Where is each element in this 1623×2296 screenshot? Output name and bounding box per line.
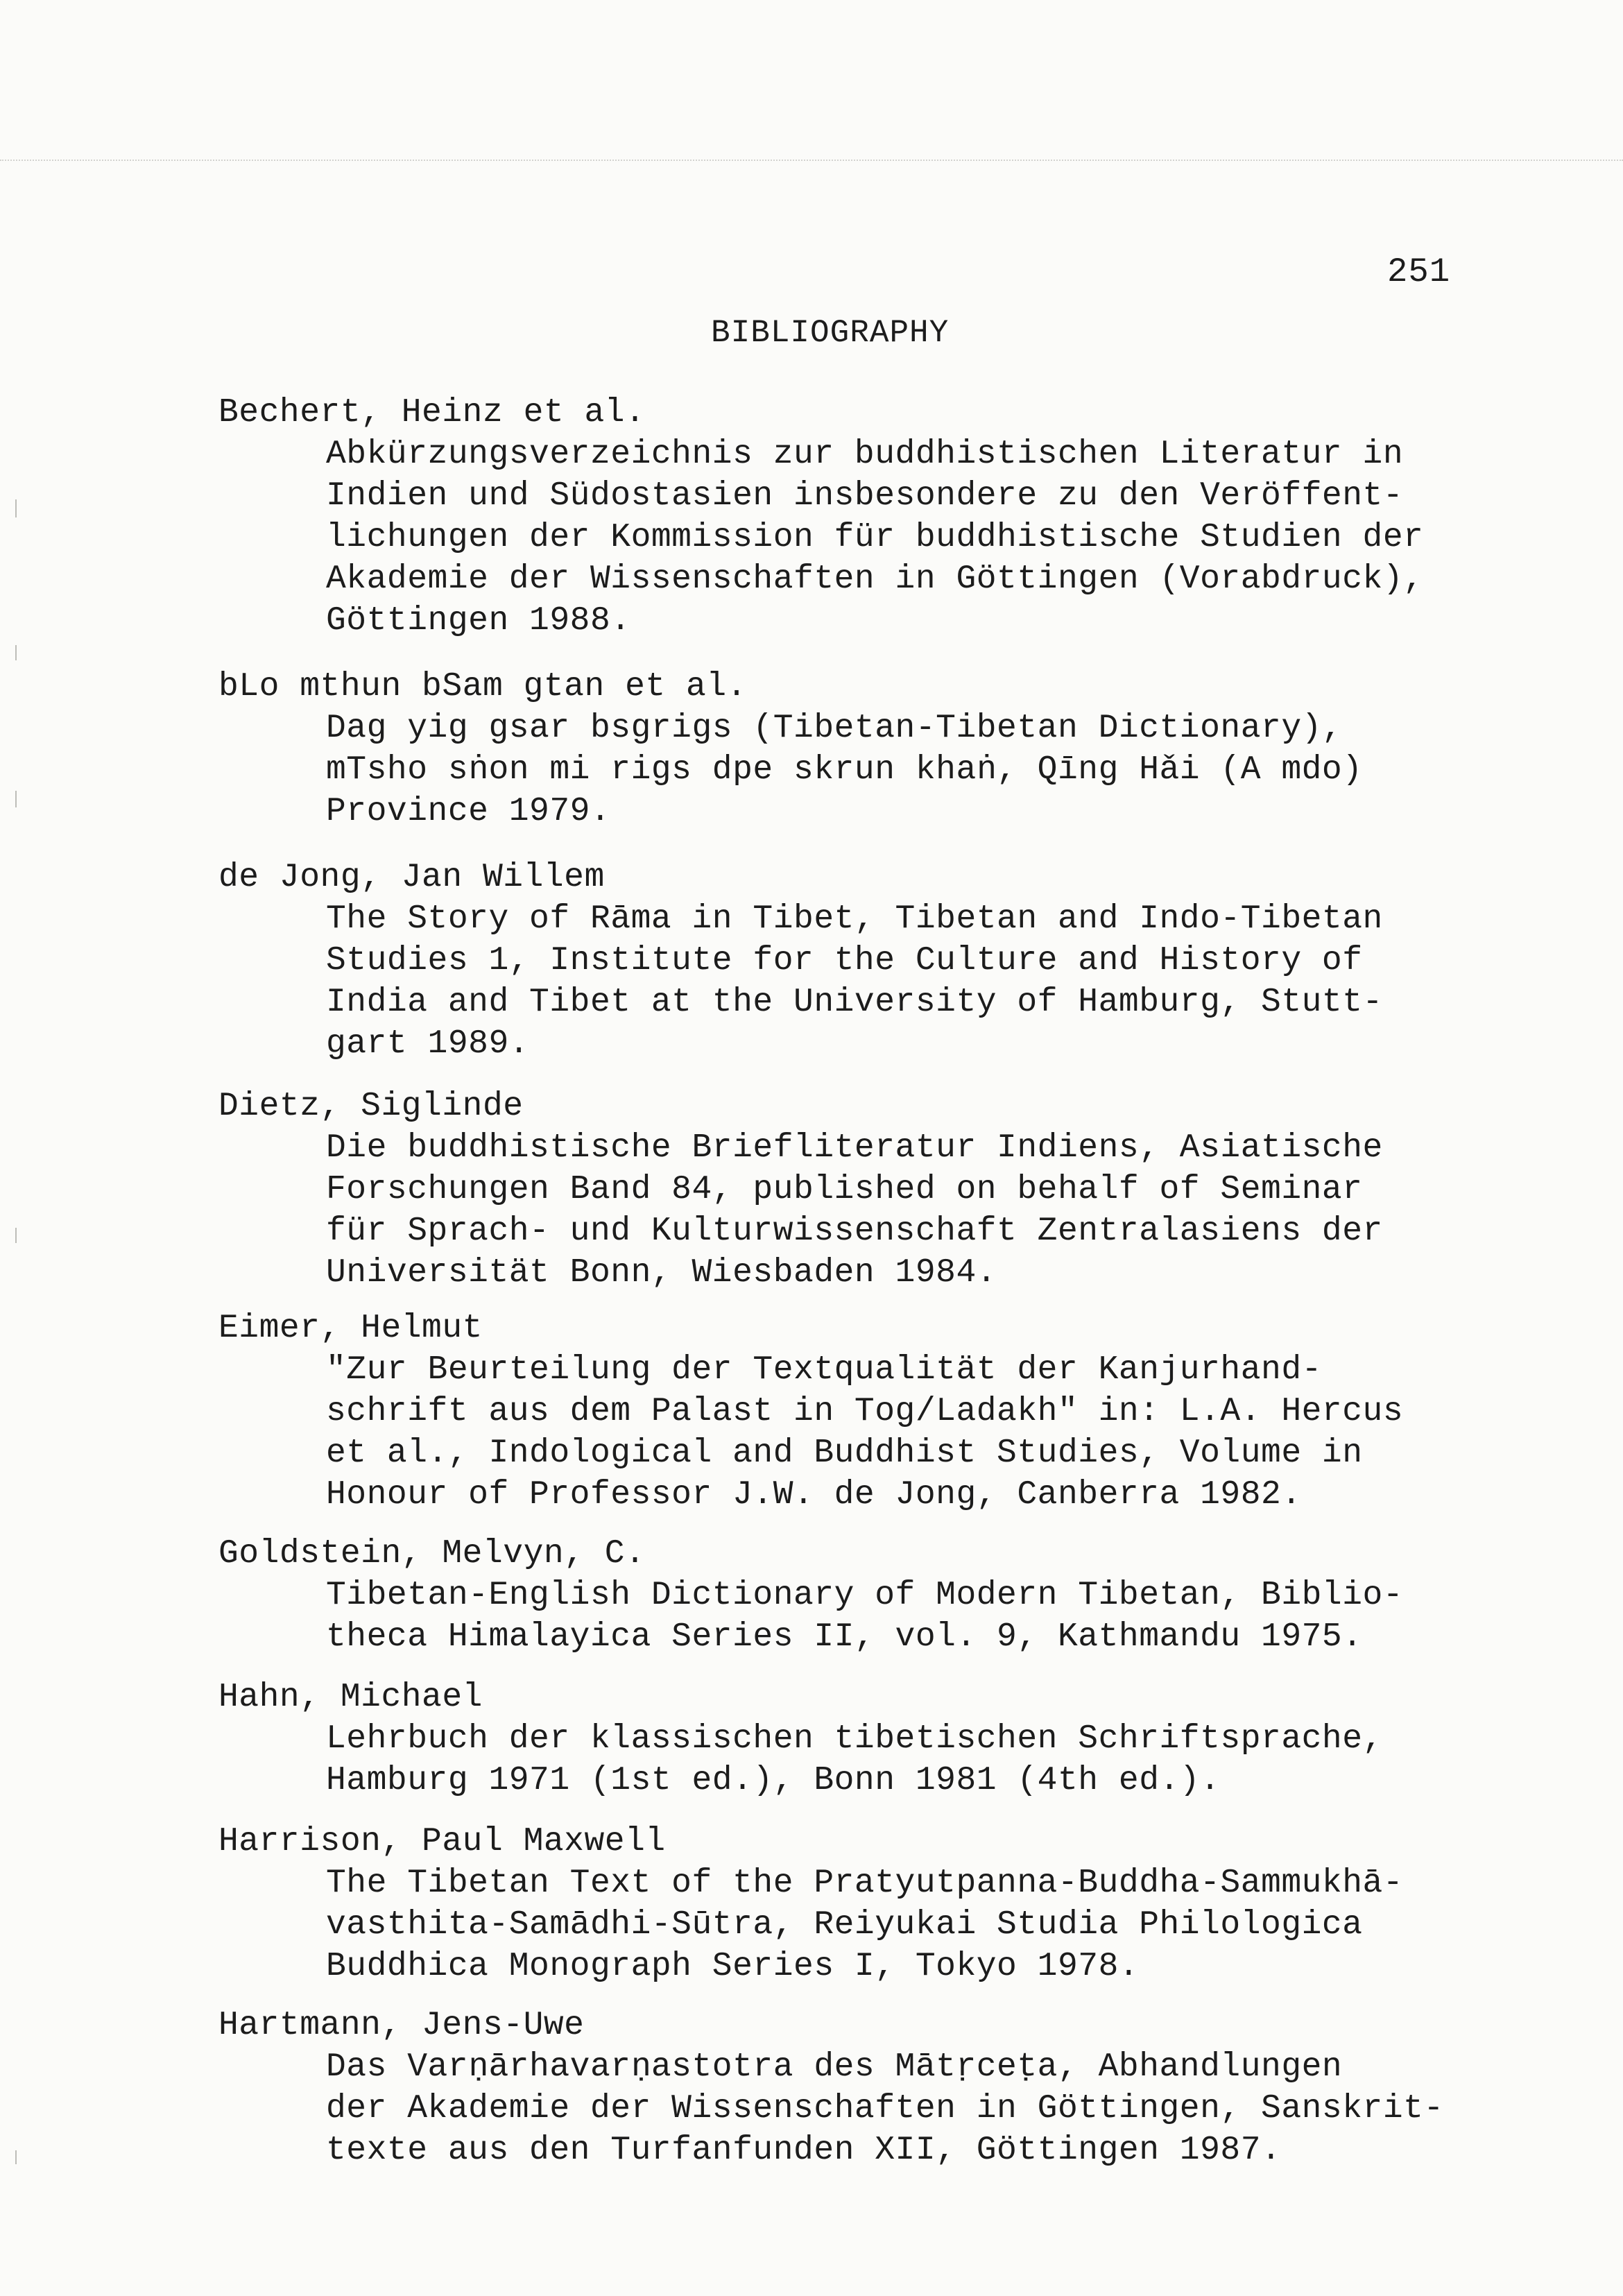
page-number: 251: [1387, 252, 1451, 291]
scan-margin-mark: [15, 2150, 17, 2164]
entry-text-line: gart 1989.: [326, 1025, 530, 1063]
entry-text-line: Studies 1, Institute for the Culture and History of: [326, 942, 1363, 979]
bibliography-entry: [218, 1821, 1536, 1987]
entry-text-line: India and Tibet at the University of Hamburg, Stutt-: [326, 984, 1383, 1021]
bibliography-entry: [218, 666, 1536, 832]
entry-author: bLo mthun bSam gtan et al.: [218, 668, 747, 705]
entry-text-line: Buddhica Monograph Series I, Tokyo 1978.: [326, 1948, 1140, 1985]
entry-text-line: texte aus den Turfanfunden XII, Göttingen 1987.: [326, 2132, 1282, 2169]
entry-text-line: et al., Indological and Buddhist Studies, Volume in: [326, 1434, 1363, 1472]
entry-text-line: Lehrbuch der klassischen tibetischen Schriftsprache,: [326, 1720, 1383, 1758]
bibliography-entry: [218, 1677, 1536, 1801]
entry-text-line: für Sprach- und Kulturwissenschaft Zentralasiens der: [326, 1213, 1383, 1250]
entry-text-line: vasthita-Samādhi-Sūtra, Reiyukai Studia Philologica: [326, 1906, 1363, 1944]
entry-text-line: lichungen der Kommission für buddhistische Studien der: [326, 519, 1424, 556]
entry-text-line: Akademie der Wissenschaften in Göttingen (Vorabdruck),: [326, 560, 1424, 598]
entry-text-line: Göttingen 1988.: [326, 602, 631, 640]
entry-text-line: schrift aus dem Palast in Tog/Ladakh" in: L.A. Hercus: [326, 1393, 1404, 1430]
page-title: BIBLIOGRAPHY: [711, 315, 950, 351]
scan-top-edge: [0, 160, 1623, 161]
scan-margin-mark: [15, 1228, 17, 1243]
bibliography-entry: [218, 1086, 1536, 1294]
bibliography-entry: [218, 2005, 1536, 2171]
entry-author: Bechert, Heinz et al.: [218, 394, 646, 431]
entry-text-line: Die buddhistische Briefliteratur Indiens, Asiatische: [326, 1129, 1383, 1167]
entry-author: Eimer, Helmut: [218, 1310, 483, 1347]
scan-margin-mark: [15, 645, 17, 660]
entry-text-line: Province 1979.: [326, 793, 611, 830]
entry-text-line: der Akademie der Wissenschaften in Göttingen, Sanskrit-: [326, 2090, 1444, 2127]
entry-text-line: Forschungen Band 84, published on behalf of Seminar: [326, 1171, 1363, 1208]
entry-author: Hahn, Michael: [218, 1679, 483, 1716]
entry-text-line: Abkürzungsverzeichnis zur buddhistischen Literatur in: [326, 436, 1404, 473]
entry-text-line: Das Varṇārhavarṇastotra des Mātṛceṭa, Abhandlungen: [326, 2048, 1343, 2086]
entry-text-line: "Zur Beurteilung der Textqualität der Kanjurhand-: [326, 1351, 1322, 1389]
entry-text-line: Indien und Südostasien insbesondere zu den Veröffent-: [326, 477, 1404, 515]
entry-text-line: Honour of Professor J.W. de Jong, Canberra 1982.: [326, 1476, 1302, 1514]
bibliography-entry: [218, 392, 1536, 642]
entry-author: Dietz, Siglinde: [218, 1088, 524, 1125]
entry-text-line: The Tibetan Text of the Pratyutpanna-Buddha-Sammukhā-: [326, 1865, 1404, 1902]
entry-author: Hartmann, Jens-Uwe: [218, 2007, 585, 2044]
entry-author: Harrison, Paul Maxwell: [218, 1823, 666, 1860]
scan-margin-mark: [15, 499, 17, 517]
entry-author: de Jong, Jan Willem: [218, 859, 605, 896]
entry-text-line: Dag yig gsar bsgrigs (Tibetan-Tibetan Dictionary),: [326, 710, 1343, 747]
entry-author: Goldstein, Melvyn, C.: [218, 1535, 646, 1573]
entry-text-line: Hamburg 1971 (1st ed.), Bonn 1981 (4th ed.).: [326, 1762, 1221, 1799]
entry-text-line: mTsho sṅon mi rigs dpe skrun khaṅ, Qīng Hǎi (A mdo): [326, 751, 1363, 789]
entry-text-line: theca Himalayica Series II, vol. 9, Kathmandu 1975.: [326, 1618, 1363, 1656]
bibliography-entry: [218, 857, 1536, 1065]
bibliography-entry: [218, 1533, 1536, 1658]
entry-text-line: The Story of Rāma in Tibet, Tibetan and Indo-Tibetan: [326, 900, 1383, 938]
bibliography-entry: [218, 1308, 1536, 1516]
entry-text-line: Universität Bonn, Wiesbaden 1984.: [326, 1254, 997, 1292]
scan-margin-mark: [15, 791, 17, 807]
entry-text-line: Tibetan-English Dictionary of Modern Tibetan, Biblio-: [326, 1577, 1404, 1614]
